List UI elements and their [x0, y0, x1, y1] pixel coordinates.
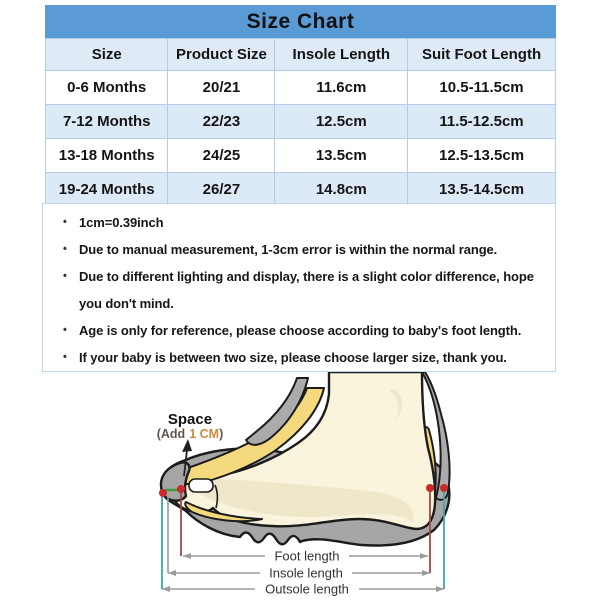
bullet-icon: •	[63, 216, 67, 228]
note-text: 1cm=0.39inch	[79, 215, 164, 230]
note-item	[63, 263, 543, 317]
measure-point	[177, 485, 185, 493]
cell-insole-length: 13.5cm	[275, 139, 408, 173]
table-row	[46, 173, 556, 207]
note-item	[63, 209, 543, 236]
cell-size: 0-6 Months	[46, 71, 168, 105]
foot-measurement-diagram	[0, 372, 600, 600]
foot-length-dimension	[183, 549, 428, 564]
insole-length-label: Insole length	[269, 565, 343, 581]
header-insole-length: Insole Length	[275, 39, 408, 71]
cell-suit-foot-length: 11.5-12.5cm	[408, 105, 556, 139]
cell-insole-length: 14.8cm	[275, 173, 408, 207]
cell-insole-length: 11.6cm	[275, 71, 408, 105]
size-table	[45, 38, 556, 207]
note-text: If your baby is between two size, please choose larger size, thank you.	[79, 350, 507, 365]
note-item	[63, 317, 543, 344]
table-row	[46, 105, 556, 139]
outsole-length-label: Outsole length	[265, 581, 349, 597]
cell-suit-foot-length: 10.5-11.5cm	[408, 71, 556, 105]
measure-point	[159, 489, 167, 497]
bullet-icon: •	[63, 270, 67, 282]
space-label: Space	[167, 411, 213, 428]
title-bar	[45, 5, 556, 38]
bullet-icon: •	[63, 243, 67, 255]
cell-size: 19-24 Months	[46, 173, 168, 207]
measure-point	[440, 484, 448, 492]
cell-product-size: 20/21	[168, 71, 275, 105]
cell-product-size: 22/23	[168, 105, 275, 139]
table-row	[46, 71, 556, 105]
notes-box	[42, 203, 556, 372]
notes-list	[63, 209, 543, 371]
cell-suit-foot-length: 12.5-13.5cm	[408, 139, 556, 173]
note-text: Due to manual measurement, 1-3cm error is within the normal range.	[79, 242, 498, 257]
bullet-icon: •	[63, 324, 67, 336]
note-text: Age is only for reference, please choose according to baby's foot length.	[79, 323, 522, 338]
measure-point	[426, 484, 434, 492]
cell-suit-foot-length: 13.5-14.5cm	[408, 173, 556, 207]
table-row	[46, 139, 556, 173]
foot-length-label: Foot length	[274, 548, 340, 564]
note-item	[63, 344, 543, 371]
cell-product-size: 24/25	[168, 139, 275, 173]
insole-length-dimension	[168, 566, 430, 581]
header-suit-foot-length: Suit Foot Length	[408, 39, 556, 71]
outsole-length-dimension	[162, 582, 444, 597]
toenail-shape	[189, 479, 213, 492]
cell-product-size: 26/27	[168, 173, 275, 207]
header-product-size: Product Size	[168, 39, 275, 71]
note-text: Due to different lighting and display, there is a slight color difference, hope you don't mind.	[79, 269, 534, 311]
cell-insole-length: 12.5cm	[275, 105, 408, 139]
space-note: (Add 1 CM)	[156, 427, 224, 441]
cell-size: 13-18 Months	[46, 139, 168, 173]
note-item	[63, 236, 543, 263]
header-size: Size	[46, 39, 168, 71]
table-header-row	[46, 39, 556, 71]
page-title: Size Chart	[246, 9, 355, 33]
cell-size: 7-12 Months	[46, 105, 168, 139]
bullet-icon: •	[63, 351, 67, 363]
